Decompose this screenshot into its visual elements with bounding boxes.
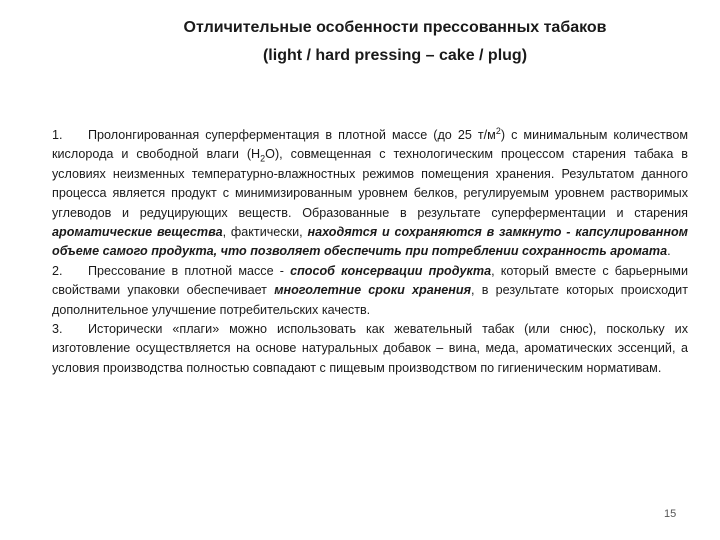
p2-emphasis-2: многолетние сроки хранения <box>274 283 472 298</box>
p1-emphasis-2: находятся и сохраняются в замкнуто - капсулированном объеме самого продукта, что позволяет обеспечить при потреблении сохранность аромата <box>52 225 688 259</box>
paragraph-1 <box>52 126 688 262</box>
p1-text-3: O), совмещенная с технологическим процессом старения табака в условиях неизменных температурно-влажностных режимов помещения хранения. Результатом данного процесса является продукт с минимизированным уровнем белков, регулируемым уровнем растворимых углеводов и редуцирующих веществ. Образованные в результате суперферментации и старения <box>52 147 688 220</box>
page-number: 15 <box>664 508 677 520</box>
title-line-1: Отличительные особенности прессованных табаков <box>183 19 607 36</box>
slide-body <box>52 126 688 378</box>
p1-text-1: Пролонгированная суперферментация в плотной массе (до 25 т/м <box>88 128 496 142</box>
p2-text-1: Прессование в плотной массе - <box>88 263 291 278</box>
p1-text-2: ) с минимальным количеством кислорода и свободной влаги (H <box>52 128 688 162</box>
p2-text-2: , который вместе с барьерными свойствами упаковки обеспечивает <box>52 263 688 298</box>
p1-text-5: . <box>667 244 671 259</box>
paragraph-1-number: 1. <box>52 128 63 142</box>
paragraph-3 <box>52 320 688 378</box>
p2-emphasis-1: способ консервации продукта <box>290 263 492 278</box>
title-line-2: (light / hard pressing – cake / plug) <box>262 47 528 64</box>
slide-title <box>0 14 720 70</box>
paragraph-3-number: 3. <box>52 322 63 337</box>
p3-text-1: Исторически «плаги» можно использовать как жевательный табак (или снюс), поскольку их изготовление осуществляется на основе натуральных добавок – вина, меда, ароматических эссенций, а условия производства полностью совпадают с пищевым производством по гигиеническим нормативам. <box>52 322 688 375</box>
p2-text-3: , в результате которых происходит дополнительное улучшение потребительских качеств. <box>52 283 688 317</box>
p1-subscript: 2 <box>260 153 266 164</box>
paragraph-2-number: 2. <box>52 263 63 278</box>
paragraph-2 <box>52 262 688 320</box>
p1-text-4: , фактически, <box>222 225 308 240</box>
p1-emphasis-1: ароматические вещества <box>52 225 223 240</box>
p1-superscript: 2 <box>495 125 501 136</box>
